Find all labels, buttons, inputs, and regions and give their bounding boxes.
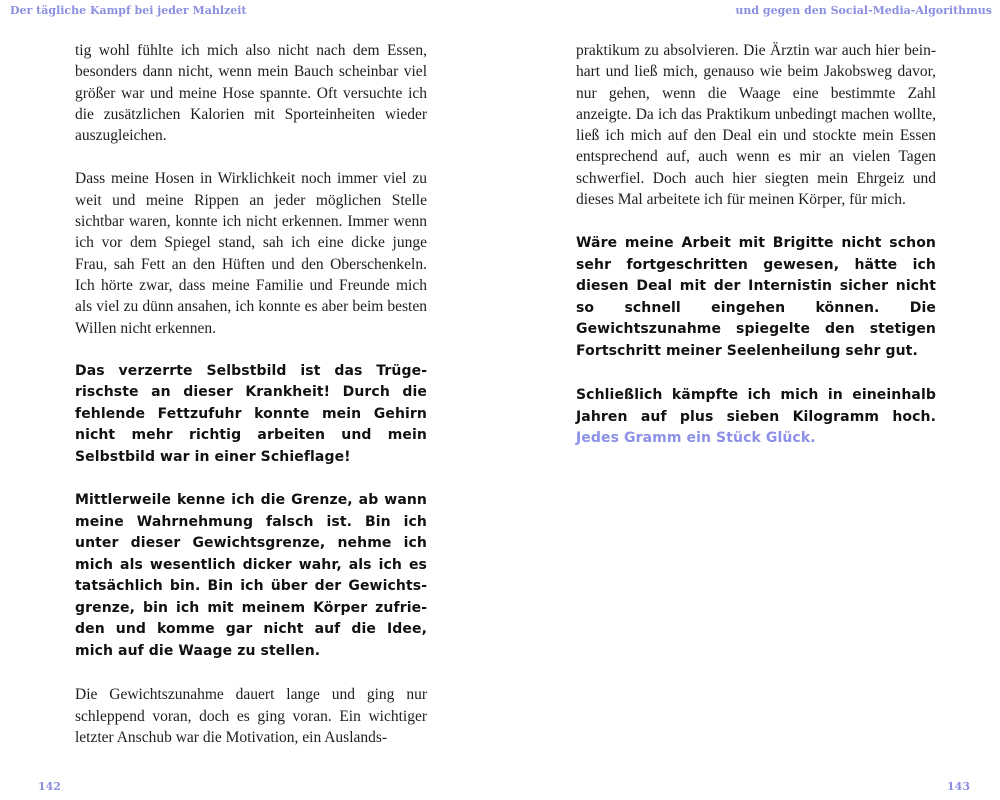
highlight-paragraph [576, 385, 936, 450]
paragraph: tig wohl fühlte ich mich also nicht nach dem Essen, besonders dann nicht, wenn mein Bauch scheinbar viel größer war und meine Hose spannte. Oft versuchte ich die zusätzlichen Kalorien mit Sporteinheiten wieder auszugleichen. [75, 42, 427, 145]
right-page-body [576, 40, 936, 450]
right-page [500, 0, 1000, 800]
left-page-body [75, 40, 427, 748]
accent-phrase: Jedes Gramm ein Stück Glück. [576, 430, 816, 447]
running-head-left: Der tägliche Kampf bei jeder Mahlzeit [10, 4, 247, 17]
highlight-paragraph: Mittlerweile kenne ich die Grenze, ab wann meine Wahrnehmung falsch ist. Bin ich unter dieser Gewichtsgrenze, nehme ich mich als wesentlich dicker wahr, als ich es tatsächlich bin. Bin ich über der Gewichtsgrenze, bin ich mit meinem Körper zufrieden und komme gar nicht auf die Idee, mich auf die Waage zu stellen. [75, 492, 427, 659]
highlight-paragraph: Wäre meine Arbeit mit Brigitte nicht schon sehr fortgeschritten gewesen, hätte ich diesen Deal mit der Internistin sicher nicht so schnell eingehen können. Die Gewichtszunahme spiegelte den stetigen Fortschritt meiner Seelenheilung sehr gut. [576, 235, 936, 359]
running-head-right: und gegen den Social-Media-Algorithmus [735, 4, 992, 17]
paragraph: Die Gewichtszunahme dauert lange und ging nur schleppend voran, doch es ging voran. Ein wichtiger letzter Anschub war die Motivation, ein Auslands- [75, 686, 427, 746]
paragraph: praktikum zu absolvieren. Die Ärztin war auch hier beinhart und ließ mich, genauso wie beim Jakobsweg davor, nur gehen, wenn die Waage eine bestimmte Zahl anzeigte. Da ich das Praktikum unbedingt machen wollte, ließ ich mich auf den Deal ein und stockte mein Essen entsprechend auf, auch wenn es mir an vielen Tagen schwerfiel. Doch auch hier siegten mein Ehrgeiz und dieses Mal arbeitete ich für meinen Körper, für mich. [576, 42, 936, 209]
highlight-paragraph: Das verzerrte Selbstbild ist das Trügerischste an dieser Krankheit! Durch die fehlende Fettzufuhr konnte mein Gehirn nicht mehr richtig arbeiten und mein Selbstbild war in einer Schieflage! [75, 362, 427, 465]
paragraph: Dass meine Hosen in Wirklichkeit noch immer viel zu weit und meine Rippen an jeder möglichen Stelle sichtbar waren, konnte ich nicht erkennen. Immer wenn ich vor dem Spiegel stand, sah ich eine dicke junge Frau, sah Fett an den Hüften und den Oberschenkeln. Ich hörte zwar, dass meine Familie und Freunde mich als viel zu dünn ansahen, ich konnte es aber beim besten Willen nicht erkennen. [75, 170, 427, 337]
closing-sentence: Schließlich kämpfte ich mich in eineinhalb Jahren auf plus sieben Kilogramm hoch. [576, 387, 936, 425]
page-number-left: 142 [38, 780, 61, 793]
page-number-right: 143 [947, 780, 970, 793]
